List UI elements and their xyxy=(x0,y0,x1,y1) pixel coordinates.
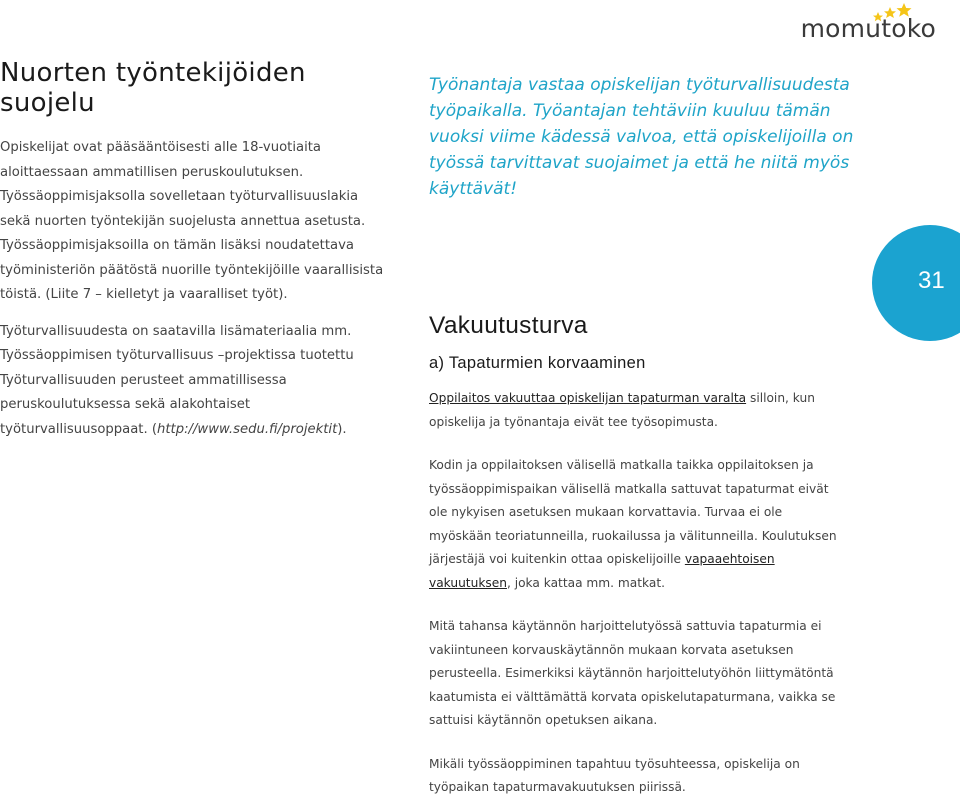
paragraph-text: , joka kattaa mm. matkat. xyxy=(506,575,665,590)
underlined-text: Oppilaitos vakuuttaa opiskelijan tapaturman varalta xyxy=(429,391,747,405)
section-title-youth-protection: Nuorten työntekijöiden suojelu xyxy=(0,58,306,118)
left-column xyxy=(0,58,390,442)
employer-responsibility-quote: Työnantaja vastaa opiskelijan työturvallisuudesta työpaikalla. Työantajan tehtäviin kuuluu tämän vuoksi viime kädessä valvoa, että opiskelijoilla on työssä tarvittavat suojaimet ja että he niitä myös käyttävät! xyxy=(429,75,854,199)
paragraph-insurance-4: Mikäli työssäoppiminen tapahtuu työsuhteessa, opiskelija on työpaikan tapaturmavakuutuksen piirissä. xyxy=(429,756,800,794)
page-number-badge xyxy=(872,225,960,341)
section-title-insurance: Vakuutusturva xyxy=(429,312,588,339)
paragraph-insurance-3: Mitä tahansa käytännön harjoittelutyössä sattuvia tapaturmia ei vakiintuneen korvauskäytännön mukaan korvata asetuksen perusteella. Esimerkiksi käytännön harjoittelutyöhön liittymätöntä kaatumista ei välttämättä korvata opiskelutapaturmana, vaikka se sattuisi käytännön opetuksen aikana. xyxy=(429,619,836,727)
paragraph-insurance-2 xyxy=(429,454,839,595)
underlined-text: vapaaehtoisen vakuutuksen xyxy=(429,552,775,590)
paragraph-text: Työturvallisuudesta on saatavilla lisämateriaalia mm. Työssäoppimisen työturvallisuus –projektissa tuotettu Työturvallisuuden perusteet ammatillisessa peruskoulutuksessa sekä alakohtaiset työturvallisuusoppaat. ( xyxy=(0,323,354,437)
paragraph-text: Kodin ja oppilaitoksen välisellä matkalla taikka oppilaitoksen ja työssäoppimispaikan välisellä matkalla sattuvat tapaturmat eivät ole nykyisen asetuksen mukaan korvattavia. Turvaa ei ole myöskään teoriatunneilla, ruokailussa ja välitunneilla. Koulutuksen järjestäjä voi kuitenkin ottaa opiskelijoille xyxy=(429,458,837,566)
paragraph-end: ). xyxy=(337,421,347,437)
paragraph-additional-material xyxy=(0,320,390,443)
paragraph-insurance-1 xyxy=(429,387,839,434)
momutoko-logo xyxy=(786,2,936,46)
paragraph-youth-protection: Opiskelijat ovat pääsääntöisesti alle 18-vuotiaita aloittaessaan ammatillisen peruskoulutuksen. Työssäoppimisjaksolla sovelletaan työturvallisuuslakia sekä nuorten työntekijän suojelusta annettua asetusta. Työssäoppimisjaksoilla on tämän lisäksi noudatettava työministeriön päätöstä nuorille työntekijöille vaarallisista töistä. (Liite 7 – kielletyt ja vaaralliset työt). xyxy=(0,140,384,302)
right-column xyxy=(429,312,839,800)
page-number: 31 xyxy=(918,267,945,294)
logo-text: momutoko xyxy=(800,14,936,43)
sedu-link[interactable]: http://www.sedu.fi/projektit xyxy=(157,421,338,437)
paragraph-text: silloin, kun opiskelija ja työnantaja eivät tee työsopimusta. xyxy=(429,391,815,429)
subsection-title-accident-compensation: a) Tapaturmien korvaaminen xyxy=(429,354,646,372)
